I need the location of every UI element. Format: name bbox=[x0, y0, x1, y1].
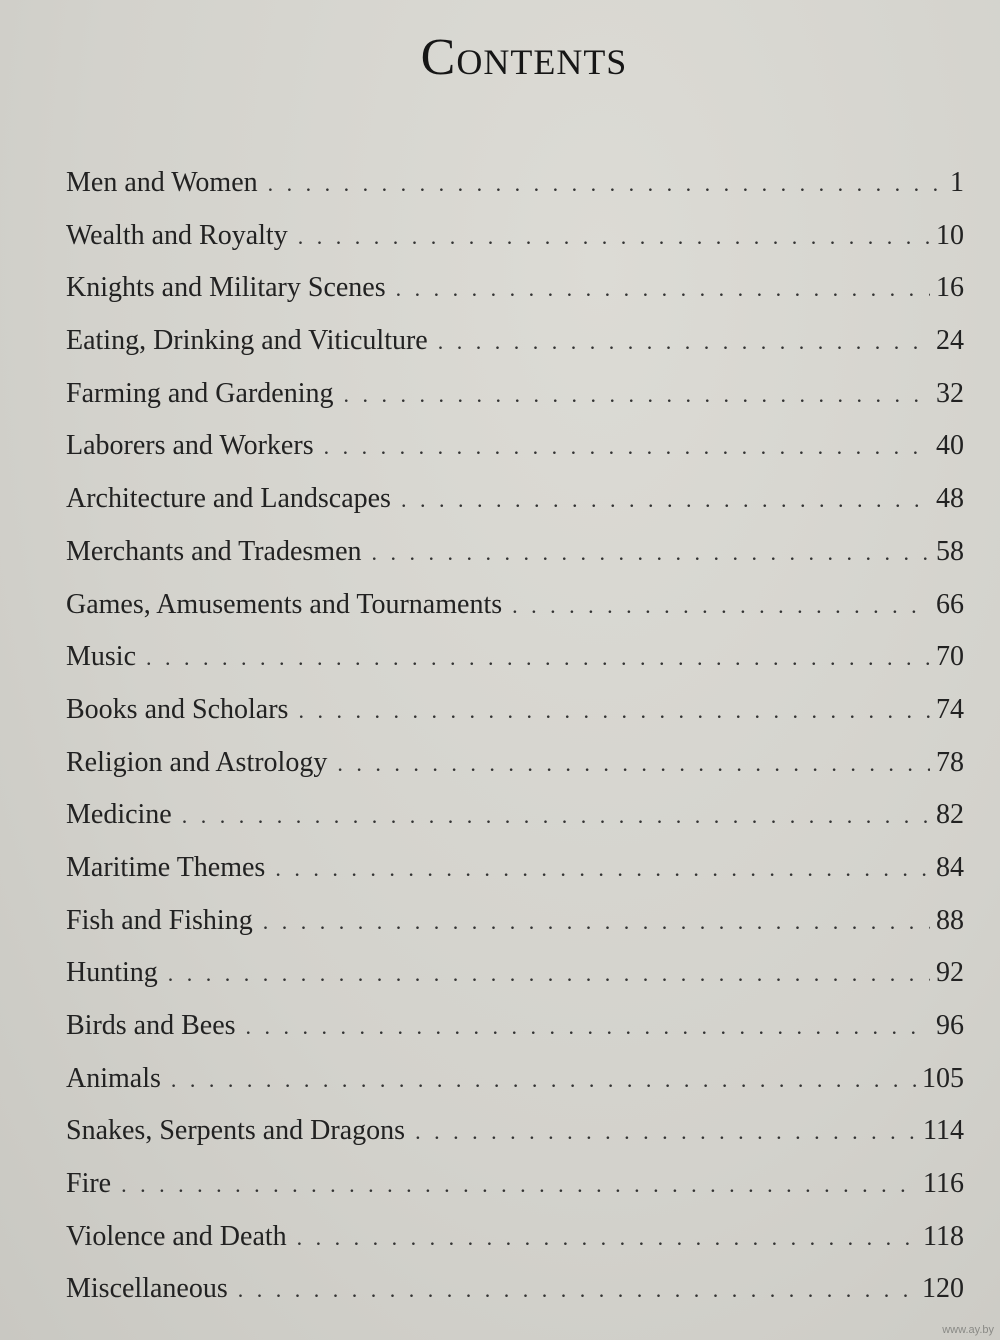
toc-entry-page: 105 bbox=[922, 1062, 964, 1094]
toc-entry bbox=[66, 378, 964, 431]
dot-leader bbox=[121, 1172, 917, 1198]
dot-leader bbox=[168, 961, 930, 987]
toc-entry-page: 24 bbox=[936, 325, 964, 357]
toc-entry-label: Animals bbox=[66, 1062, 161, 1094]
toc-entry-page: 114 bbox=[923, 1115, 964, 1147]
dot-leader bbox=[438, 329, 930, 355]
toc-entry-label: Farming and Gardening bbox=[66, 377, 334, 409]
toc-entry-label: Fish and Fishing bbox=[66, 904, 253, 936]
toc-entry-page: 66 bbox=[936, 588, 964, 620]
toc-entry-label: Maritime Themes bbox=[66, 851, 266, 883]
toc-entry-page: 16 bbox=[936, 272, 964, 304]
toc-entry-label: Hunting bbox=[66, 957, 158, 989]
toc-entry bbox=[66, 167, 964, 220]
toc-entry-label: Merchants and Tradesmen bbox=[66, 535, 362, 567]
dot-leader bbox=[337, 751, 930, 777]
toc-entry bbox=[66, 430, 964, 483]
toc-entry-page: 116 bbox=[923, 1168, 964, 1200]
dot-leader bbox=[344, 382, 931, 408]
toc-entry-label: Music bbox=[66, 641, 136, 673]
toc-entry-label: Men and Women bbox=[66, 167, 258, 198]
dot-leader bbox=[171, 1067, 916, 1093]
dot-leader bbox=[401, 487, 930, 513]
toc-entry-label: Games, Amusements and Tournaments bbox=[66, 588, 503, 620]
toc-entry-page: 40 bbox=[936, 430, 964, 462]
toc-entry-page: 84 bbox=[936, 851, 964, 883]
toc-entry-page: 82 bbox=[936, 799, 964, 831]
toc-entry-label: Birds and Bees bbox=[66, 1010, 236, 1041]
toc-entry bbox=[66, 1063, 964, 1116]
toc-entry bbox=[66, 589, 964, 642]
toc-entry-page: 70 bbox=[936, 641, 964, 673]
toc-entry bbox=[66, 1115, 964, 1168]
toc-entry-label: Wealth and Royalty bbox=[66, 219, 288, 251]
toc-entry-page: 48 bbox=[936, 483, 964, 515]
toc-entry bbox=[66, 325, 964, 378]
dot-leader bbox=[297, 1225, 917, 1251]
toc-entry bbox=[66, 1221, 964, 1274]
toc-entry-label: Religion and Astrology bbox=[66, 746, 328, 778]
toc-entry-label: Snakes, Serpents and Dragons bbox=[66, 1115, 406, 1147]
toc-entry bbox=[66, 483, 964, 536]
toc-entry-page: 92 bbox=[936, 957, 964, 989]
toc-entry bbox=[66, 852, 964, 905]
toc-entry bbox=[66, 220, 964, 273]
toc-entry-page: 96 bbox=[936, 1010, 964, 1041]
toc-entry-label: Medicine bbox=[66, 799, 172, 831]
toc-entry bbox=[66, 1273, 964, 1326]
toc-entry bbox=[66, 272, 964, 325]
toc-entry bbox=[66, 747, 964, 800]
toc-entry-page: 78 bbox=[936, 746, 964, 778]
toc-entry-page: 88 bbox=[936, 904, 964, 936]
toc-entry-label: Fire bbox=[66, 1168, 112, 1200]
toc-entry bbox=[66, 694, 964, 747]
dot-leader bbox=[146, 645, 930, 671]
toc-entry-page: 58 bbox=[936, 535, 964, 567]
toc-entry bbox=[66, 536, 964, 589]
toc-entry-page: 74 bbox=[936, 693, 964, 725]
dot-leader bbox=[246, 1014, 930, 1040]
dot-leader bbox=[263, 909, 930, 935]
toc-entry-label: Laborers and Workers bbox=[66, 430, 314, 462]
dot-leader bbox=[324, 434, 930, 460]
toc-entry-page: 118 bbox=[923, 1220, 964, 1252]
dot-leader bbox=[268, 171, 944, 197]
page-title: Contents bbox=[420, 29, 628, 86]
dot-leader bbox=[372, 540, 930, 566]
toc-entry bbox=[66, 905, 964, 958]
dot-leader bbox=[182, 803, 930, 829]
toc-entry-page: 1 bbox=[950, 167, 964, 198]
toc-entry-label: Books and Scholars bbox=[66, 693, 289, 725]
toc-entry-label: Violence and Death bbox=[66, 1220, 287, 1252]
table-of-contents bbox=[66, 167, 964, 1326]
toc-entry-label: Architecture and Landscapes bbox=[66, 483, 391, 515]
dot-leader bbox=[512, 593, 930, 619]
toc-entry bbox=[66, 1010, 964, 1063]
toc-entry-page: 120 bbox=[922, 1273, 964, 1305]
dot-leader bbox=[238, 1277, 916, 1303]
dot-leader bbox=[396, 276, 930, 302]
toc-entry-page: 32 bbox=[936, 377, 964, 409]
watermark-text: www.ay.by bbox=[942, 1324, 994, 1336]
toc-entry bbox=[66, 799, 964, 852]
toc-entry-label: Knights and Military Scenes bbox=[66, 272, 386, 304]
toc-entry-label: Eating, Drinking and Viticulture bbox=[66, 325, 428, 357]
toc-entry-page: 10 bbox=[936, 219, 964, 251]
toc-entry bbox=[66, 957, 964, 1010]
toc-entry bbox=[66, 1168, 964, 1221]
dot-leader bbox=[298, 698, 930, 724]
dot-leader bbox=[415, 1119, 917, 1145]
dot-leader bbox=[298, 224, 930, 250]
dot-leader bbox=[275, 856, 930, 882]
toc-entry bbox=[66, 641, 964, 694]
toc-entry-label: Miscellaneous bbox=[66, 1273, 228, 1305]
